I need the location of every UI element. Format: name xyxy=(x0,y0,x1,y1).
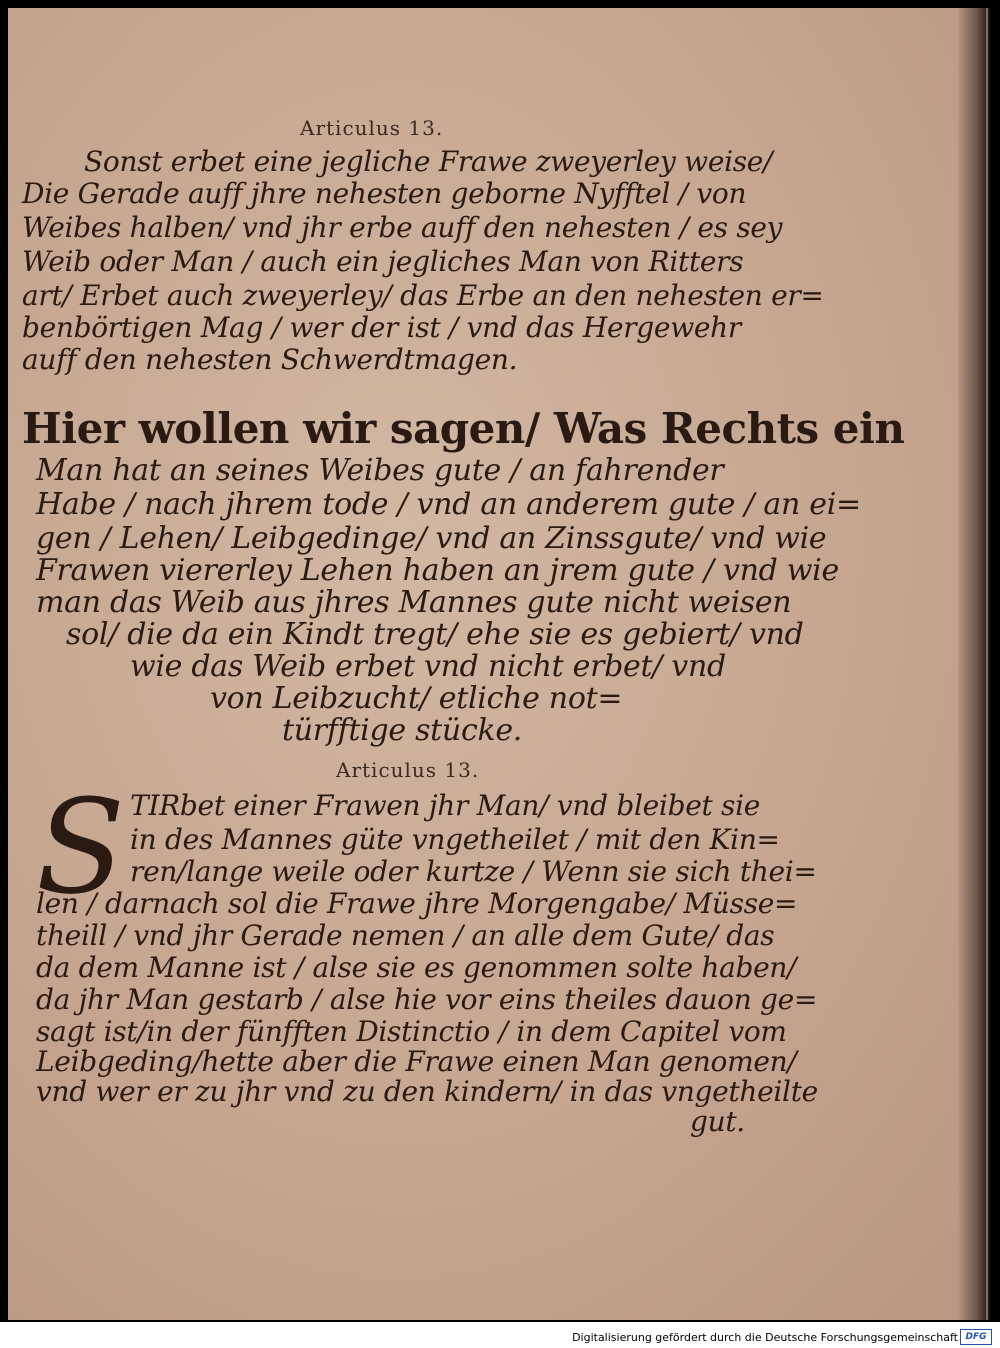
article-title: Articulus 13. xyxy=(336,758,480,782)
text-line: Habe / nach jhrem tode / vnd an anderem gute / an ei= xyxy=(36,487,861,522)
running-header: Articulus 13. xyxy=(300,116,444,140)
footer-credit: Digitalisierung gefördert durch die Deutsche Forschungsgemeinschaft xyxy=(572,1331,958,1344)
section-heading: Hier wollen wir sagen/ Was Rechts ein xyxy=(22,404,905,453)
text-line: ren/lange weile oder kurtze / Wenn sie sich thei= xyxy=(130,855,817,888)
text-line: Man hat an seines Weibes gute / an fahrender xyxy=(36,453,724,488)
text-line: vnd wer er zu jhr vnd zu den kindern/ in das vngetheilte xyxy=(36,1075,818,1108)
text-line: man das Weib aus jhres Mannes gute nicht weisen xyxy=(36,585,792,620)
text-line: Die Gerade auff jhre nehesten geborne Nyfftel / von xyxy=(22,177,747,210)
text-line: TIRbet einer Frawen jhr Man/ vnd bleibet sie xyxy=(130,789,761,822)
text-line: da dem Manne ist / alse sie es genommen solte haben/ xyxy=(36,951,797,984)
catchword: gut. xyxy=(690,1105,745,1138)
page-edge xyxy=(986,8,988,1320)
text-line: Frawen viererley Lehen haben an jrem gute / vnd wie xyxy=(36,553,839,588)
text-line: benbörtigen Mag / wer der ist / vnd das Hergewehr xyxy=(22,311,741,344)
text-line: Sonst erbet eine jegliche Frawe zweyerley weise/ xyxy=(84,145,773,178)
text-line: Weibes halben/ vnd jhr erbe auff den nehesten / es sey xyxy=(22,211,783,244)
text-line: Weib oder Man / auch ein jegliches Man von Ritters xyxy=(22,245,744,278)
drop-cap: S xyxy=(36,771,126,923)
text-line: türfftige stücke. xyxy=(282,713,523,748)
text-line: da jhr Man gestarb / alse hie vor eins theiles dauon ge= xyxy=(36,983,818,1016)
text-line: auff den nehesten Schwerdtmagen. xyxy=(22,343,518,376)
text-line: in des Mannes güte vngetheilet / mit den Kin= xyxy=(130,823,780,856)
text-line: len / darnach sol die Frawe jhre Morgengabe/ Müsse= xyxy=(36,887,798,920)
text-line: sol/ die da ein Kindt tregt/ ehe sie es gebiert/ vnd xyxy=(66,617,804,652)
text-line: gen / Lehen/ Leibgedinge/ vnd an Zinssgute/ vnd wie xyxy=(36,521,827,556)
text-line: sagt ist/in der fünfften Distinctio / in dem Capitel vom xyxy=(36,1015,787,1048)
text-line: von Leibzucht/ etliche not= xyxy=(210,681,623,716)
text-line: Leibgeding/hette aber die Frawe einen Man genomen/ xyxy=(36,1045,797,1078)
text-line: theill / vnd jhr Gerade nemen / an alle dem Gute/ das xyxy=(36,919,775,952)
dfg-logo: DFG xyxy=(960,1329,992,1345)
text-line: art/ Erbet auch zweyerley/ das Erbe an den nehesten er= xyxy=(22,279,824,312)
text-line: wie das Weib erbet vnd nicht erbet/ vnd xyxy=(130,649,726,684)
